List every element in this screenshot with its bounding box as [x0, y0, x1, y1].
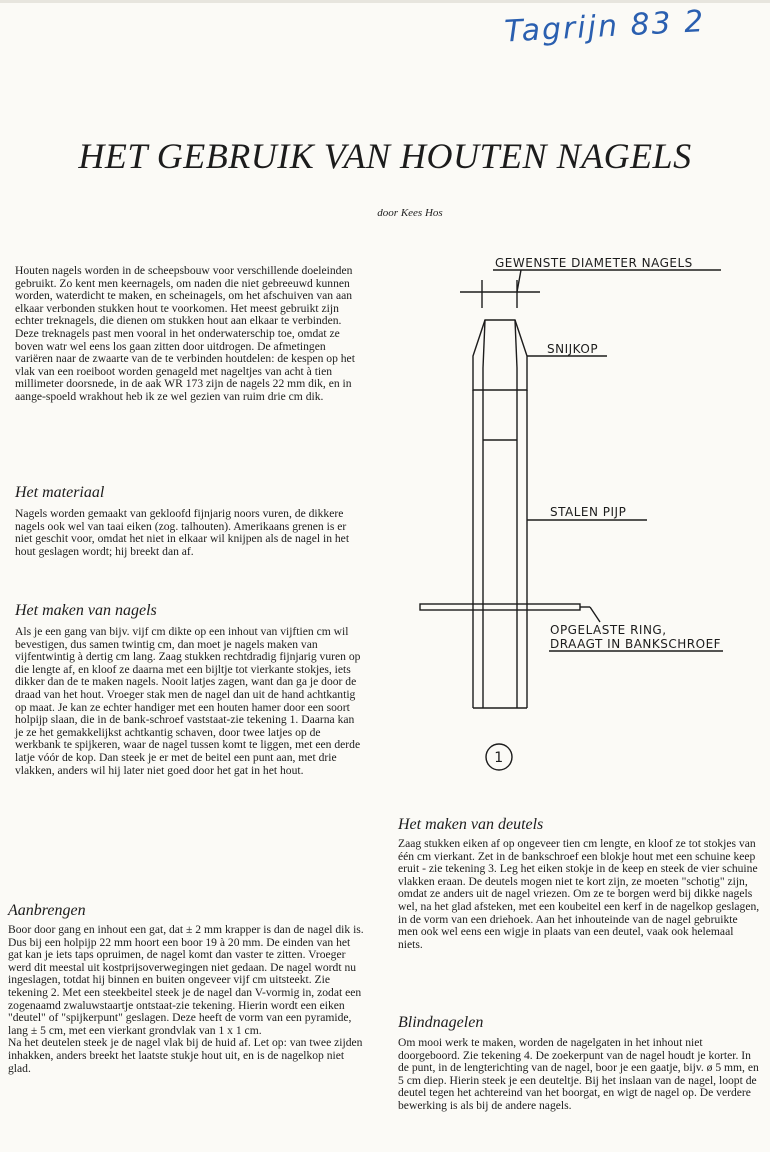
ring-plate	[420, 604, 580, 610]
blindnagelen-paragraph: Om mooi werk te maken, worden de nagelgaten in het inhout niet doorgeboord. Zie tekening 4. De zoekerpunt van de nagel houdt je korter. In de punt, in de lengterichting van de nagel, boor je een gaatje, bijv. ø 5 mm, en 5 cm diep. Hierin steek je een deuteltje. Bij het inslaan van de nagel, loopt de deutel tegen het achtereind van het boorgat, en wigt de nagel op. De verdere bewerking is als bij de andere nagels.	[398, 1036, 759, 1112]
maken-deutels-paragraph: Zaag stukken eiken af op ongeveer tien cm lengte, en kloof ze tot stokjes van één cm vierkant. Zet in de bankschroef een blokje hout met een schuine keep eruit - zie tekening 3. Leg het eiken stokje in de keep en steek de vier schuine vlakken eraan. De deutels mogen niet te kort zijn, ze moeten "schotig" zijn, omdat ze anders uit de nagel vriezen. Om ze te borgen werd bij dikke nagels wel, na het glad afsteken, met een koubeitel een kerf in de nagelkop geslagen, in de vorm van een driehoek. Aan het inhouteinde van de nagel gebruikte men ook wel eens een wigje in plaats van een deutel, vaak ook helemaal niets.	[398, 837, 760, 951]
maken-nagels-paragraph: Als je een gang van bijv. vijf cm dikte op een inhout van vijftien cm wil bevestigen, dus samen twintig cm, dan moet je nagels maken van vijfentwintig à dertig cm lang. Zaag stukken rechtdradig fijnjarig vuren op die lengte af, en kloof ze daarna met een bijltje tot vierkante stokjes, iets dikker dan de te maken nagels. Nooit latjes zagen, want dan ga je door de draad van het hout. Vroeger stak men de nagel dan uit de hand achtkantig op maat. Je kan ze echter handiger met een houten hamer door een soort holpijp slaan, die in de bank-schroef vaststaat-zie tekening 1. Daarna kan je ze het gemakkelijkst achtkantig schaven, door twee latjes op de werkbank te spijkeren, waar de nagel tussen komt te liggen, met een derde latje vóór de kop. Dan steek je er met de beitel een punt aan, met drie vlakken, anders wil hij later niet goed door het gat in het hout.	[15, 625, 361, 777]
handwritten-note: Tagrijn 83 2	[503, 4, 707, 50]
scan-edge	[0, 0, 770, 3]
drawing-holpijp	[415, 250, 755, 780]
ring-leader	[590, 607, 600, 622]
heading-materiaal: Het materiaal	[15, 484, 105, 501]
drawing-number: 1	[494, 750, 504, 766]
intro-paragraph: Houten nagels worden in de scheepsbouw voor verschillende doeleinden gebruikt. Zo kent men keernagels, om naden die niet gebreeuwd kunnen worden, waterdicht te maken, en scheinagels, om het afschuiven van aan elkaar verbonden stukken hout te voorkomen. Het meest gebruikt zijn echter treknagels, die dienen om stukken hout aan elkaar te verbinden. Deze treknagels past men vooral in het onderwaterschip toe, omdat ze boven watr wel eens los gaan zitten door uitdrogen. De afmetingen variëren naar de zwaarte van de te verbinden houtdelen: de kespen op het vlak van een roeiboot worden genageld met nageltjes van acht à tien millimeter doorsnede, in de aak WR 173 zijn de nagels 22 mm dik, en in aange-spoeld wrakhout heb ik ze wel gezien van ruim drie cm dik.	[15, 264, 355, 403]
byline: door Kees Hos	[377, 207, 443, 219]
label-stalen-pijp: STALEN PIJP	[550, 505, 627, 519]
label-diameter: GEWENSTE DIAMETER NAGELS	[495, 256, 693, 270]
aanbrengen-paragraph: Boor door gang en inhout een gat, dat ± 2 mm krapper is dan de nagel dik is. Dus bij een holpijp 22 mm hoort een boor 19 à 20 mm. De einden van het gat kan je iets taps opruimen, de nagel komt dan vaster te zitten. Vroeger werd dit meestal uit kostprijsoverwegingen niet gedaan. De nagel wordt nu ingeslagen, totdat hij binnen en buiten ongeveer vijf cm uitsteekt. Zie tekening 2. Met een steekbeitel steek je de nagel dan V-vormig in, zodat een zogenaamd zwaluwstaartje ontstaat-zie tekening. Hierin wordt een eiken "deutel" of "spijkerpunt" geslagen. Deze heeft de vorm van een pyramide, lang ± 5 cm, met een vierkant grondvlak van 1 x 1 cm. Na het deutelen steek je de nagel vlak bij de huid af. Let op: van twee zijden inhakken, anders breekt het laatste stukje hout uit, en is de nagelkop niet glad.	[8, 923, 364, 1075]
heading-blindnagelen: Blindnagelen	[398, 1014, 484, 1031]
label-ring-line1: OPGELASTE RING,	[550, 623, 667, 637]
heading-maken-deutels: Het maken van deutels	[398, 816, 544, 833]
cutting-head-shape	[473, 320, 527, 390]
heading-maken-nagels: Het maken van nagels	[15, 602, 157, 619]
label-snijkop: SNIJKOP	[547, 342, 599, 356]
label-ring-line2: DRAAGT IN BANKSCHROEF	[550, 637, 722, 651]
drawing-svg	[415, 250, 755, 780]
article-title: HET GEBRUIK VAN HOUTEN NAGELS	[78, 136, 692, 176]
materiaal-paragraph: Nagels worden gemaakt van gekloofd fijnjarig noors vuren, de dikkere nagels ook wel van taai eiken (zog. talhouten). Amerikaans grenen is er niet geschit voor, omdat het niet in elkaar wil knijpen als de nagel in het hout geslagen wordt; hij breekt dan af.	[15, 507, 350, 558]
heading-aanbrengen: Aanbrengen	[8, 902, 86, 919]
